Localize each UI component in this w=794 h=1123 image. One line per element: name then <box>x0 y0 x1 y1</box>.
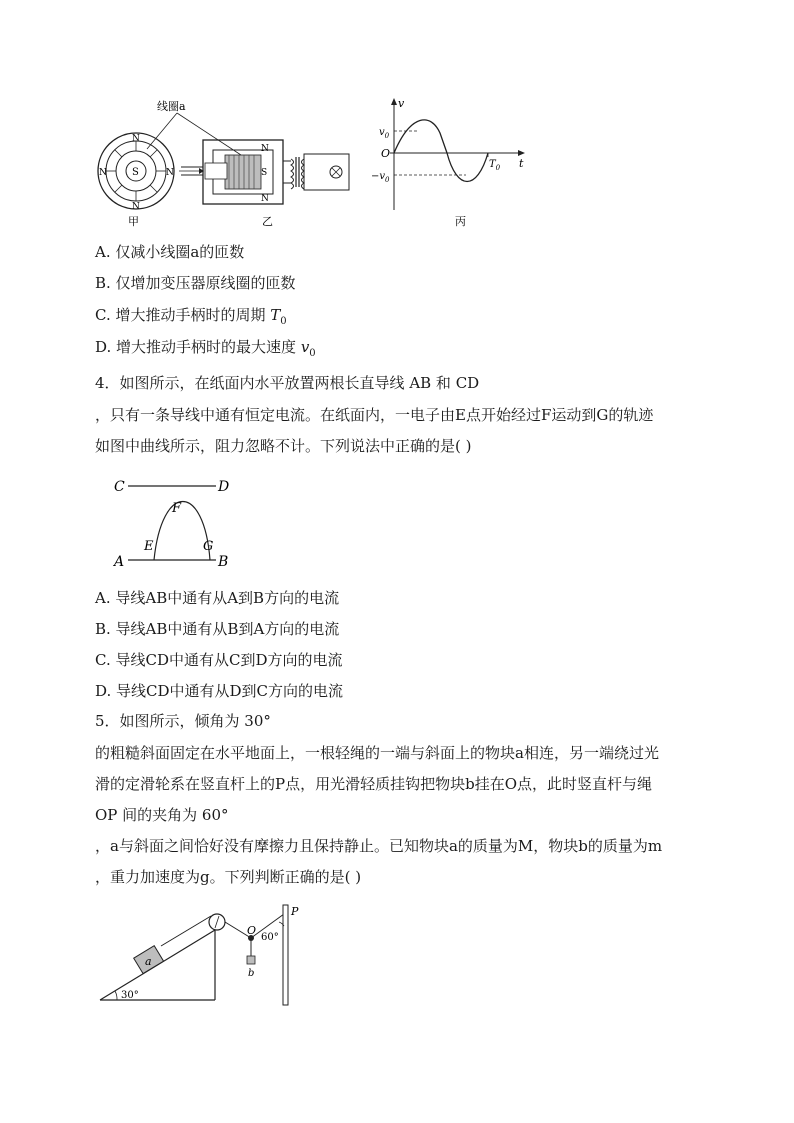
figure-3-generator <box>95 95 530 230</box>
fig3-pole-n-left: N <box>99 168 107 178</box>
figure-4-wires <box>110 472 240 572</box>
fig3-pole-n-right: N <box>166 168 174 178</box>
figure-5-incline <box>95 900 310 1010</box>
q5-stem-line-3: 滑的定滑轮系在竖直杆上的P点，用光滑轻质挂钩把物块b挂在O点，此时竖直杆与绳 <box>95 775 652 793</box>
q4-stem-line-2: ，只有一条导线中通有恒定电流。在纸面内，一电子由E点开始经过F运动到G的轨迹 <box>95 406 654 424</box>
fig5-label-a: a <box>145 955 152 968</box>
fig3-sublabel-bing: 丙 <box>455 215 466 228</box>
fig3-origin: O <box>381 147 391 160</box>
q5-stem-line-2: 的粗糙斜面固定在水平地面上，一根轻绳的一端与斜面上的物块a相连，另一端绕过光 <box>95 744 659 762</box>
q3-option-c[interactable] <box>95 305 287 332</box>
fig3-v0-label: $v_0$ <box>379 127 390 140</box>
fig4-label-c: C <box>114 479 125 495</box>
q3-option-a[interactable]: A. 仅减小线圈a的匝数 <box>95 243 245 261</box>
q3-option-c-subscript: 0 <box>280 316 287 327</box>
fig5-angle-incline: 30° <box>121 990 139 1001</box>
fig5-label-o: O <box>247 924 257 937</box>
fig3-axis-t: t <box>519 157 524 170</box>
fig4-label-a: A <box>114 554 125 570</box>
q3-option-b[interactable]: B. 仅增加变压器原线圈的匝数 <box>95 274 296 292</box>
q3-option-d[interactable] <box>95 337 316 364</box>
q4-option-b[interactable]: B. 导线AB中通有从B到A方向的电流 <box>95 620 340 638</box>
fig3-side-n-top: N <box>261 144 269 154</box>
fig3-side-n-bottom: N <box>261 194 269 204</box>
fig3-pole-n-top: N <box>132 134 140 144</box>
fig5-label-b: b <box>248 968 255 979</box>
q4-option-c[interactable]: C. 导线CD中通有从C到D方向的电流 <box>95 651 343 669</box>
q4-stem-line-1: 4．如图所示，在纸面内水平放置两根长直导线 AB 和 CD <box>95 374 480 392</box>
fig3-side-s: S <box>261 168 268 178</box>
fig3-sublabel-jia: 甲 <box>128 215 139 228</box>
q4-stem-line-3: 如图中曲线所示，阻力忽略不计。下列说法中正确的是( ) <box>95 437 472 455</box>
q3-option-c-text: C. 增大推动手柄时的周期 <box>95 306 266 324</box>
fig3-sublabel-yi: 乙 <box>262 215 273 228</box>
q3-option-d-symbol: v <box>300 338 310 356</box>
q4-option-a[interactable]: A. 导线AB中通有从A到B方向的电流 <box>95 589 340 607</box>
fig3-T0-label: $T_0$ <box>489 159 501 172</box>
fig3-coil-label: 线圈a <box>157 100 186 113</box>
q5-stem-line-1: 5．如图所示，倾角为 30° <box>95 712 271 730</box>
q3-option-d-subscript: 0 <box>309 348 316 359</box>
fig4-label-f: F <box>172 501 182 516</box>
q5-stem-line-6: ，重力加速度为g。下列判断正确的是( ) <box>95 868 362 886</box>
q5-stem-line-5: ，a与斜面之间恰好没有摩擦力且保持静止。已知物块a的质量为M，物块b的质量为m <box>95 837 663 855</box>
fig5-angle-rod: 60° <box>261 932 279 943</box>
fig3-neg-v0-label: $-v_0$ <box>371 171 390 184</box>
fig4-label-g: G <box>203 539 214 554</box>
q4-option-d[interactable]: D. 导线CD中通有从D到C方向的电流 <box>95 682 344 700</box>
q5-stem-line-4: OP 间的夹角为 60° <box>95 806 229 824</box>
fig3-pole-s: S <box>132 167 139 178</box>
fig4-label-d: D <box>218 479 230 495</box>
fig4-label-e: E <box>144 539 154 554</box>
fig3-pole-n-bottom: N <box>132 202 140 212</box>
q3-option-d-text: D. 增大推动手柄时的最大速度 <box>95 338 297 356</box>
fig3-axis-v: v <box>398 97 405 110</box>
fig5-label-p: P <box>291 905 299 918</box>
fig4-label-b: B <box>218 554 229 570</box>
q3-option-c-symbol: T <box>270 306 281 324</box>
